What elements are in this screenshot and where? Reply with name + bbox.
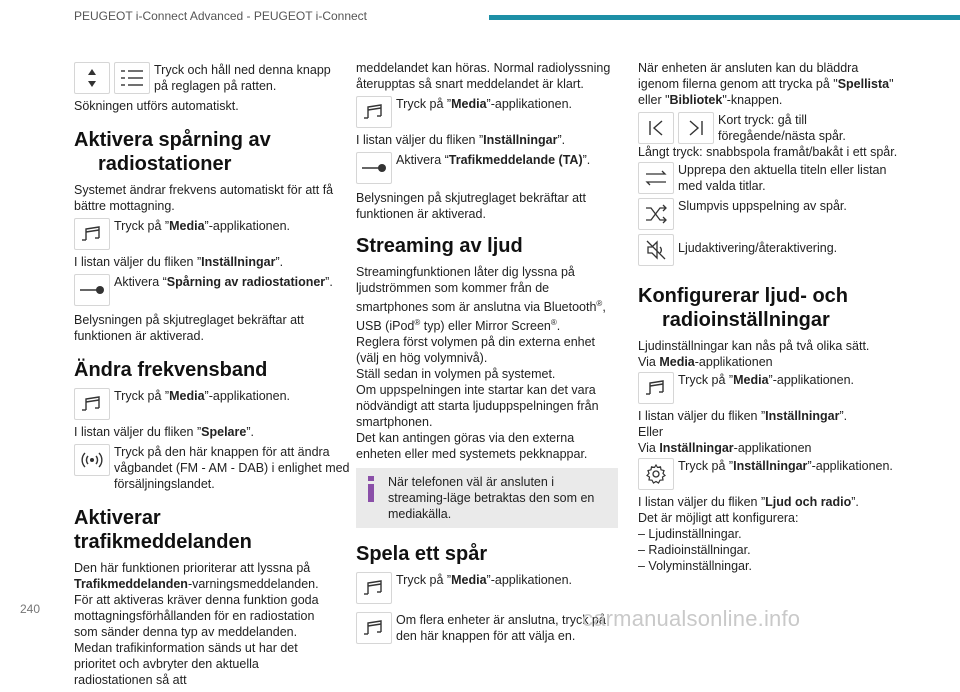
list-item: – Ljudinställningar. (638, 527, 742, 541)
skip-long-text: Långt tryck: snabbspola framåt/bakåt i ett spår. (638, 145, 898, 159)
list-icon (114, 62, 150, 94)
or-text: Eller (638, 425, 664, 439)
intro-step-text: Tryck och håll ned denna knapp på reglagen på ratten. (154, 63, 331, 93)
mute-text: Ljudaktivering/återaktivering. (678, 241, 838, 255)
gear-icon (638, 458, 674, 490)
streaming-start: Om uppspelningen inte startar kan det vara nödvändigt att starta ljuduppspelningen från smartphonen. (356, 383, 599, 430)
traffic-tab: I listan väljer du fliken ”Inställningar”. (356, 133, 566, 147)
header-accent-bar (489, 15, 960, 20)
browse-files-text: När enheten är ansluten kan du bläddra igenom filerna genom att trycka på "Spellista" eller "Bibliotek"-knappen. (638, 61, 894, 107)
intro-step (74, 62, 336, 94)
via-settings-text: Via Inställningar-applikationen (638, 441, 812, 455)
intro-after-text: Sökningen utförs automatiskt. (74, 99, 239, 113)
running-header: PEUGEOT i-Connect Advanced - PEUGEOT i-Connect (74, 9, 368, 23)
skip-short-text: Kort tryck: gå till föregående/nästa spår. (718, 113, 846, 143)
music-note-icon (74, 218, 110, 250)
music-note-icon (356, 96, 392, 128)
heading-frequency-band: Ändra frekvensband (74, 359, 268, 381)
radio-tracking-intro: Systemet ändrar frekvens automatiskt för att få bättre mottagning. (74, 183, 334, 213)
frequency-tab: I listan väljer du fliken ”Spelare”. (74, 425, 254, 439)
traffic-step1: Tryck på ”Media”-applikationen. (356, 96, 618, 128)
shuffle-icon (638, 198, 674, 230)
column-3 (638, 60, 900, 574)
skip-next-icon (678, 112, 714, 144)
traffic-confirm: Belysningen på skjutreglaget bekräftar att funktionen är aktiverad. (356, 191, 586, 221)
list-item: – Radioinställningar. (638, 543, 751, 557)
radio-tracking-step1: Tryck på ”Media”-applikationen. (74, 218, 336, 250)
traffic-step2: Aktivera “Trafikmeddelande (TA)”. (356, 152, 618, 184)
radio-tracking-step2: Aktivera “Spårning av radiostationer”. (74, 274, 336, 306)
frequency-step2-text: Tryck på den här knappen för att ändra vågbandet (FM - AM - DAB) i enlighet med försäljningslandet. (114, 445, 350, 491)
radio-tracking-tab: I listan väljer du fliken ”Inställningar”. (74, 255, 284, 269)
heading-traffic-messages: Aktiverar trafikmeddelanden (74, 507, 252, 553)
list-item: – Volyminställningar. (638, 559, 752, 573)
play-track-step2-text: Om flera enheter är anslutna, tryck på den här knappen för att välja en. (396, 613, 606, 644)
streaming-control: Det kan antingen göras via den externa enheten eller med systemets pekknappar. (356, 431, 588, 462)
skip-step (638, 112, 900, 144)
column-2 (356, 60, 618, 648)
toggle-switch-icon (356, 152, 392, 184)
up-down-arrows-icon (74, 62, 110, 94)
radio-tracking-confirm: Belysningen på skjutreglaget bekräftar att funktionen är aktiverad. (74, 313, 304, 343)
skip-previous-icon (638, 112, 674, 144)
frequency-step1: Tryck på ”Media”-applikationen. (74, 388, 336, 420)
info-note-text: När telefonen väl är ansluten i streaming-läge betraktas den som en mediakälla. (388, 475, 595, 522)
mute-step (638, 234, 900, 266)
watermark: carmanualsonline.info (582, 606, 801, 631)
audio-settings-tab: I listan väljer du fliken ”Inställningar”. (638, 409, 848, 423)
frequency-step2 (74, 444, 350, 492)
streaming-system-volume: Ställ sedan in volymen på systemet. (356, 367, 556, 382)
column-1 (74, 60, 350, 692)
repeat-text: Upprepa den aktuella titeln eller listan med valda titlar. (678, 163, 887, 193)
heading-streaming: Streaming av ljud (356, 235, 523, 257)
audio-settings-intro: Ljudinställningar kan nås på två olika sätt. (638, 339, 870, 353)
audio-settings-step1: Tryck på ”Media”-applikationen. (638, 372, 900, 404)
mute-icon (638, 234, 674, 266)
traffic-description: För att aktiveras kräver denna funktion goda mottagningsförhållanden för en radiostation som sänder denna typ av meddelanden. Medan trafikinformation sänds ut har det prioritet och avbryter den aktuella radiostationen så att (74, 593, 319, 687)
shuffle-text: Slumpvis uppspelning av spår. (678, 199, 847, 213)
heading-audio-settings: Konfigurerar ljud- och radioinställningar (638, 285, 848, 331)
via-media-text: Via Media-applikationen (638, 355, 773, 369)
repeat-step (638, 162, 900, 194)
page-number: 240 (20, 602, 41, 616)
toggle-switch-icon (74, 274, 110, 306)
repeat-icon (638, 162, 674, 194)
music-note-icon (638, 372, 674, 404)
radio-waves-icon (74, 444, 110, 476)
music-note-icon (356, 572, 392, 604)
heading-radio-tracking: Aktivera spårning av radiostationer (74, 129, 271, 175)
info-icon (364, 474, 380, 522)
shuffle-step (638, 198, 900, 230)
play-track-step1: Tryck på ”Media”-applikationen. (356, 572, 618, 604)
audio-settings-tab2: I listan väljer du fliken ”Ljud och radio”. (638, 495, 859, 509)
audio-settings-step2: Tryck på ”Inställningar”-applikationen. (638, 458, 900, 490)
music-note-icon (74, 388, 110, 420)
configure-text: Det är möjligt att konfigurera: (638, 511, 799, 525)
traffic-intro: Den här funktionen prioriterar att lyssna på Trafikmeddelanden-varningsmeddelanden. (74, 561, 319, 591)
traffic-continued: meddelandet kan höras. Normal radiolyssning återupptas så snart meddelandet är klart. (356, 61, 611, 91)
info-note (356, 468, 618, 528)
heading-play-track: Spela ett spår (356, 543, 488, 566)
streaming-volume: Reglera först volymen på din externa enhet (välj en hög volymnivå). (356, 335, 596, 366)
streaming-intro: Streamingfunktionen låter dig lyssna på ljudströmmen som kommer från de smartphones som är anslutna via Bluetooth®, USB (iPod® typ) eller Mirror Screen®. (356, 265, 606, 334)
